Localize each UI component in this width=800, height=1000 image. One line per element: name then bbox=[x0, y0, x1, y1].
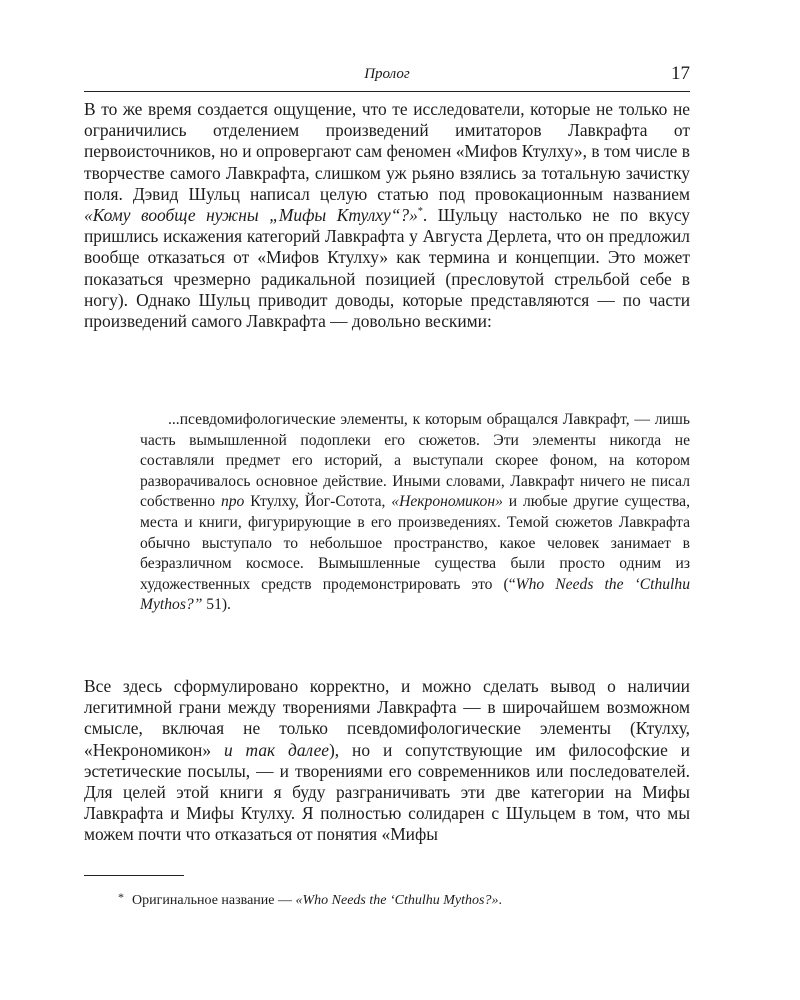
quote-necronomicon: «Некрономикон» bbox=[391, 493, 503, 511]
quote-text-c: и любые другие существа, места и книги, фигурирующие в его произведениях. Темой сюжетов Лавкрафта обычно выступало то небольшое пространство, какое человек занимает в безразличном космосе. Вымышленные существа были просто одним из художественных средств продемонстрировать это (“ bbox=[140, 493, 690, 593]
footnote bbox=[84, 888, 690, 910]
footnote-end: . bbox=[498, 893, 502, 908]
paragraph-2-text-a: Все здесь сформулировано корректно, и можно сделать вывод о наличии легитимной грани между творениями Лавкрафта — в широчайшем возможном смысле, включая не только псевдомифологические элементы (Ктулху, «Некрономикон» bbox=[84, 676, 690, 760]
paragraph-1-text-a: В то же время создается ощущение, что те исследователи, которые не только не ограничились отделением произведений имитаторов Лавкрафта от первоисточников, но и опровергают сам феномен «Мифов Ктулху», в том числе в творчестве самого Лавкрафта, слишком уж рьяно взялись за тотальную зачистку поля. Дэвид Шульц написал целую статью под провокационным названием bbox=[84, 99, 690, 204]
paragraph-2-text-b: ), но и сопутствующие им философские и эстетические посылы, — и творениями его современников или последователей. Для целей этой книги я буду разграничивать эти две категории на Мифы Лавкрафта и Мифы Ктулху. Я полностью солидарен с Шульцем в том, что мы можем почти что отказаться от понятия «Мифы bbox=[84, 739, 690, 845]
block-quote bbox=[140, 410, 690, 616]
quote-text-b: Ктулху, Йог-Сотота, bbox=[250, 493, 386, 511]
quote-citation-page: 51). bbox=[202, 596, 231, 614]
paragraph-2-emphasis: и так далее bbox=[223, 739, 330, 760]
paragraph-1 bbox=[84, 99, 690, 332]
footnote-text: Оригинальное название — bbox=[132, 893, 292, 908]
running-title: Пролог bbox=[364, 66, 410, 82]
footnote-ref: * bbox=[417, 206, 423, 218]
quote-emphasis-pro: про bbox=[220, 493, 245, 511]
footnote-title: «Who Needs the ‘Cthulhu Mythos?» bbox=[295, 893, 499, 908]
page-number: 17 bbox=[671, 63, 690, 84]
quote-citation-title: Who Needs the ‘Cthulhu Mythos?” bbox=[140, 575, 690, 614]
paragraph-1-text-b: . Шульцу настолько не по вкусу пришлись искажения категорий Лавкрафта у Августа Дерлета, что он предложил вообще отказаться от «Мифов Ктулху» как термина и концепции. Это может показаться чрезмерно радикальной позицией (пресловутой стрельбой себе в ногу). Однако Шульц приводит доводы, которые представляются — по части произведений самого Лавкрафта — довольно вескими: bbox=[84, 205, 690, 332]
article-title: «Кому вообще нужны „Мифы Ктулху“?» bbox=[84, 205, 418, 226]
footnote-mark: * bbox=[118, 890, 124, 904]
footnote-rule bbox=[84, 875, 184, 876]
paragraph-2 bbox=[84, 676, 690, 846]
header-rule bbox=[84, 91, 690, 92]
page-header bbox=[84, 64, 690, 88]
quote-text-a: ...псевдомифологические элементы, к которым обращался Лавкрафт, — лишь часть вымышленной подоплеки его сюжетов. Эти элементы никогда не составляли предмет его историй, а выступали скорее фоном, на котором разворачивалось основное действие. Иными словами, Лавкрафт ничего не писал собственно bbox=[140, 411, 690, 511]
